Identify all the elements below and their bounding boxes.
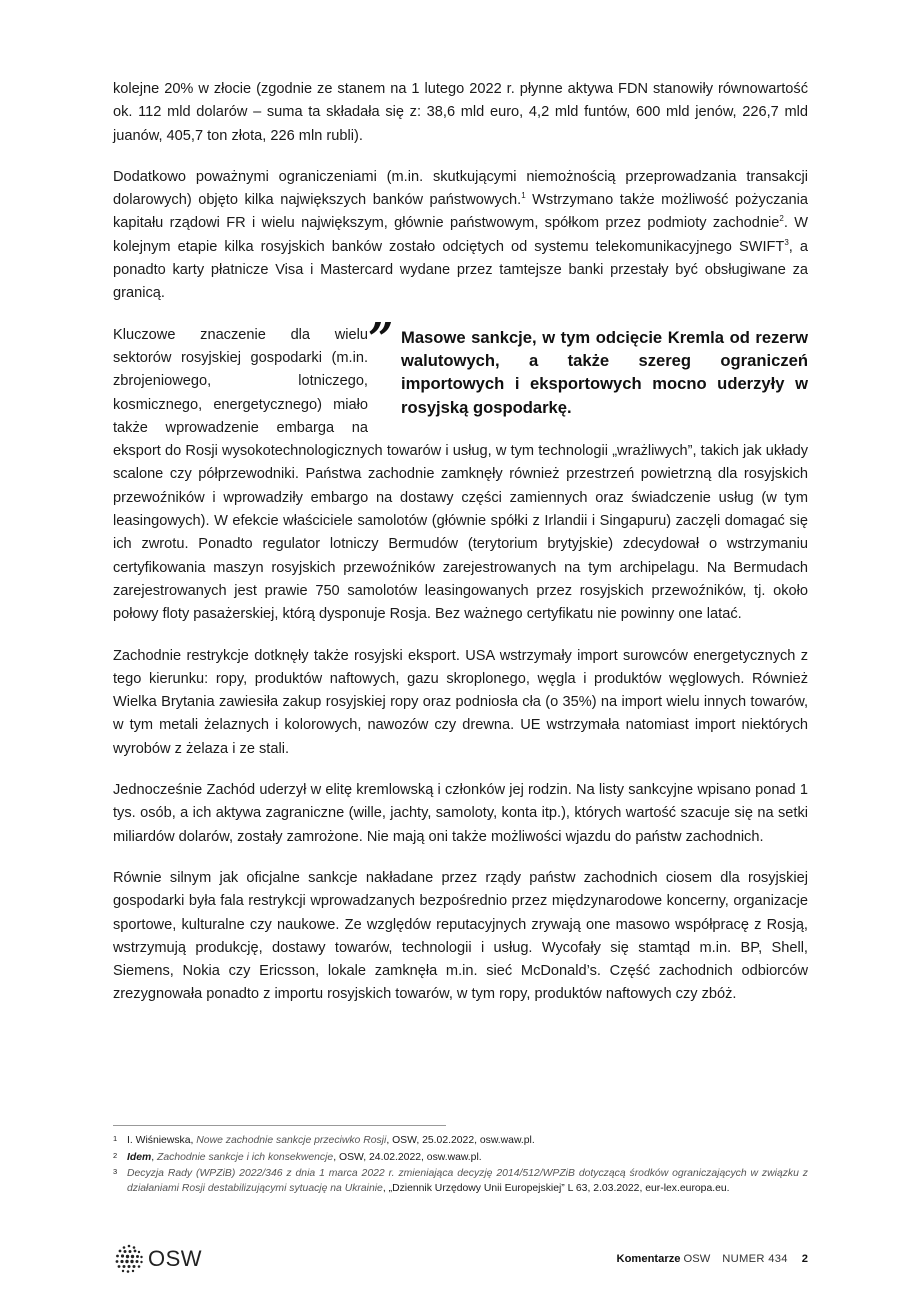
series-name: Komentarze (616, 1253, 681, 1265)
footnote-source: , OSW, 24.02.2022, osw.waw.pl. (333, 1151, 482, 1163)
footnote-number: 3 (113, 1167, 118, 1177)
embargo-section (113, 313, 808, 627)
footnote-ref-3[interactable]: 3 (784, 237, 789, 247)
globe-dots-icon (113, 1243, 145, 1275)
quote-mark-icon: ” (368, 313, 394, 365)
paragraph-reserves: kolejne 20% w złocie (zgodnie ze stanem na 1 lutego 2022 r. płynne aktywa FDN stanowiły równowartość ok. 112 mld dolarów – suma ta składała się z: 38,6 mld euro, 4,2 mld funtów, 600 mld jenów, 226,7 mld juanów, 405,7 ton złota, 226 mln rubli). (113, 81, 808, 144)
footnote-author: Idem (127, 1151, 152, 1163)
paragraph-companies: Równie silnym jak oficjalne sankcje nakładane przez rządy państw zachodnich ciosem dla rosyjskiej gospodarki była fala restrykcji wprowadzanych bezpośrednio przez międzynarodowe koncerny, organizacje sportowe, kulturalne czy naukowe. Ze względów reputacyjnych zrywają one masowo współpracę z Rosją, wstrzymują produkcję, dostawy towarów, technologii i usług. Wycofały się stamtąd m.in. BP, Shell, Siemens, Nokia czy Ericsson, lokale zamknęła m.in. sieć McDonald’s. Część zachodnich odbiorców zrezygnowała ponadto z importu rosyjskich towarów, w tym ropy, produktów naftowych czy zbóż. (113, 869, 808, 1003)
footnote-divider (113, 1125, 446, 1126)
article-body (113, 78, 808, 1025)
pull-quote (368, 313, 808, 420)
footnote-separator: , (151, 1151, 158, 1163)
paragraph-banks (113, 166, 808, 306)
footnote-title-link[interactable]: Nowe zachodnie sankcje przeciwko Rosji (196, 1135, 387, 1146)
pull-quote-text: Masowe sankcje, w tym odcięcie Kremla od rezerw walutowych, a także szereg ograniczeń importowych i eksportowych mocno uderzyły w rosyjską gospodarkę. (401, 327, 808, 417)
footnote-3 (113, 1167, 808, 1196)
footnote-number: 2 (113, 1150, 118, 1160)
paragraph-banks-part-d: , a ponadto karty płatnicze Visa i Mastercard wydane przez tamtejsze banki przestały być obsługiwane za granicą. (113, 238, 808, 302)
footnote-author: I. Wiśniewska, (127, 1135, 197, 1146)
page-number: 2 (801, 1253, 808, 1265)
footnote-1 (113, 1134, 808, 1149)
footnote-2 (113, 1151, 808, 1166)
paragraph-banks-part-b: Wstrzymano także możliwość pożyczania kapitału rządowi FR i wielu największym, głównie państwowym, spółkom przez podmioty zachodnie (113, 192, 809, 232)
page-footer (113, 1243, 808, 1279)
issue-number: NUMER 434 (722, 1253, 788, 1265)
paragraph-banks-part-c: . W kolejnym etapie kilka rosyjskich banków zostało odciętych od systemu telekomunikacyjnego SWIFT (113, 215, 808, 255)
paragraph-export: Zachodnie restrykcje dotknęły także rosyjski eksport. USA wstrzymały import surowców energetycznych z tego kierunku: ropy, produktów naftowych, gazu skroplonego, węgla i produktów węglowych. Również Wielka Brytania zawiesiła zakup rosyjskiej ropy oraz podniosła cła (o 35%) na import wielu innych towarów, w tym metali żelaznych i kolorowych, nawozów czy drewna. UE wstrzymała natomiast import niektórych wyrobów z żelaza i ze stali. (113, 647, 808, 757)
series-org: OSW (683, 1253, 711, 1265)
footnote-source: , „Dziennik Urzędowy Unii Europejskiej” L 63, 2.03.2022, eur-lex.europa.eu. (382, 1183, 730, 1195)
footnote-number: 1 (113, 1134, 118, 1143)
footnote-ref-1[interactable]: 1 (521, 191, 526, 201)
paragraph-elite: Jednocześnie Zachód uderzył w elitę kremlowską i członków jej rodzin. Na listy sankcyjne wpisano ponad 1 tys. osób, a ich aktywa zagraniczne (wille, jachty, samoloty, konta itp.), których wartość szacuje się na setki miliardów dolarów, zostały zamrożone. Nie mają oni także możliwości wjazdu do państw zachodnich. (113, 782, 808, 845)
footnote-source: , OSW, 25.02.2022, osw.waw.pl. (386, 1135, 535, 1146)
footnote-title-link[interactable]: Zachodnie sankcje i ich konsekwencje (157, 1151, 334, 1163)
logo-text: OSW (148, 1246, 203, 1271)
paragraph-banks-part-a: Dodatkowo poważnymi ograniczeniami (m.in. skutkującymi niemożnością przeprowadzania transakcji dolarowych) objęto kilka największych banków państwowych. (113, 168, 808, 209)
footnote-title-link[interactable]: Decyzja Rady (WPZiB) 2022/346 z dnia 1 marca 2022 r. zmieniająca decyzję 2014/512/WPZiB dotyczącą środków ograniczających w związku z działaniami Rosji destabilizującymi sytuację na Ukrainie (127, 1168, 808, 1195)
paragraph-embargo: Kluczowe znaczenie dla wielu sektorów rosyjskiej gospodarki (m.in. zbrojeniowego, lotniczego, kosmicznego, energetycznego) miało także wprowadzenie embarga na eksport do Rosji wysokotechnologicznych towarów i usług, w tym technologii „wrażliwych”, takich jak układy scalone czy półprzewodniki. Państwa zachodnie zamknęły również przestrzeń powietrzną dla rosyjskich przewoźników i wprowadziły embargo na dostawy części zamiennych oraz świadczenie usług (w tym leasingowych). W efekcie właściciele samolotów (głównie spółki z Irlandii i Singapuru) zaczęli domagać się ich zwrotu. Ponadto regulator lotniczy Bermudów (terytorium brytyjskie) zdecydował o wstrzymaniu certyfikowania maszyn rosyjskich przewoźników zarejestrowanych na tym archipelagu. Na Bermudach zarejestrowanych jest prawie 750 samolotów leasingowanych przez rosyjskich przewoźników, tj. około połowy floty pasażerskiej, którą dysponuje Rosja. Bez ważnego certyfikatu nie powinny one latać. (113, 326, 808, 623)
footnote-ref-2[interactable]: 2 (779, 214, 784, 224)
footer-meta (616, 1253, 808, 1265)
osw-logo[interactable] (113, 1243, 202, 1275)
footnotes (113, 1125, 808, 1199)
